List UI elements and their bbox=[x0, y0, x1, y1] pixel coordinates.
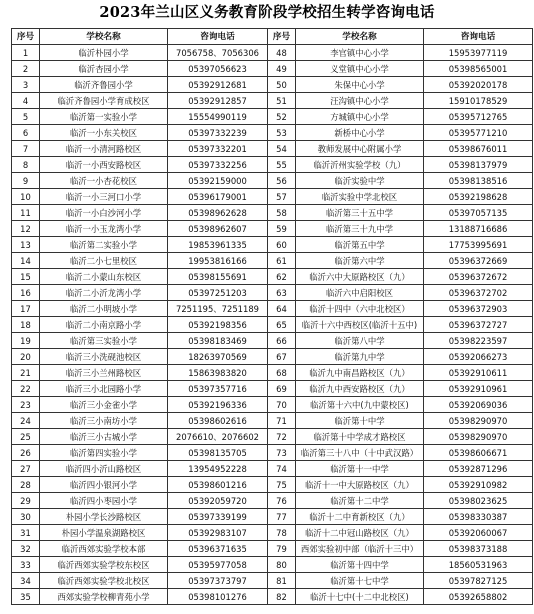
phone-cell: 05395712765 bbox=[424, 109, 533, 125]
school-name-cell: 临沂第十二中学 bbox=[296, 493, 424, 509]
phone-cell: 05392912681 bbox=[168, 77, 268, 93]
index-cell: 72 bbox=[268, 429, 296, 445]
index-cell: 12 bbox=[12, 221, 40, 237]
phone-cell: 05397251203 bbox=[168, 285, 268, 301]
phone-cell: 05392020178 bbox=[424, 77, 533, 93]
phone-cell: 05396372903 bbox=[424, 301, 533, 317]
index-cell: 80 bbox=[268, 557, 296, 573]
phone-cell: 05397332201 bbox=[168, 141, 268, 157]
phone-cell: 19953816166 bbox=[168, 253, 268, 269]
phone-cell: 05392658802 bbox=[424, 589, 533, 605]
school-name-cell: 新桥中心小学 bbox=[296, 125, 424, 141]
school-name-cell: 临沂第三十八中（十中武汉路） bbox=[296, 445, 424, 461]
school-name-cell: 临沂第一实验小学 bbox=[40, 109, 168, 125]
phone-cell: 05398135705 bbox=[168, 445, 268, 461]
school-name-cell: 临沂九中南昌路校区（九） bbox=[296, 365, 424, 381]
table-row bbox=[12, 77, 533, 93]
school-name-cell: 临沂四小银河小学 bbox=[40, 477, 168, 493]
phone-cell: 05398183469 bbox=[168, 333, 268, 349]
index-cell: 60 bbox=[268, 237, 296, 253]
index-cell: 29 bbox=[12, 493, 40, 509]
school-name-cell: 临沂一小三河口小学 bbox=[40, 189, 168, 205]
phone-cell: 05392910982 bbox=[424, 477, 533, 493]
index-cell: 15 bbox=[12, 269, 40, 285]
table-header-row bbox=[12, 29, 533, 45]
school-name-cell: 义堂镇中心小学 bbox=[296, 61, 424, 77]
school-name-cell: 临沂第三十九中学 bbox=[296, 221, 424, 237]
phone-cell: 17753995691 bbox=[424, 237, 533, 253]
school-name-cell: 临沂十二中育新校区（九） bbox=[296, 509, 424, 525]
table-row bbox=[12, 477, 533, 493]
phone-cell: 05392910961 bbox=[424, 381, 533, 397]
school-name-cell: 朴园小学长沙路校区 bbox=[40, 509, 168, 525]
school-name-cell: 临沂十七中(十二中北校区) bbox=[296, 589, 424, 605]
phone-cell: 05395977058 bbox=[168, 557, 268, 573]
index-cell: 78 bbox=[268, 525, 296, 541]
table-row bbox=[12, 541, 533, 557]
table-row bbox=[12, 525, 533, 541]
phone-cell: 05392060067 bbox=[424, 525, 533, 541]
school-name-cell: 临沂三小金雀小学 bbox=[40, 397, 168, 413]
phone-cell: 7056758、7056306 bbox=[168, 45, 268, 61]
school-name-cell: 临沂第十中学成才路校区 bbox=[296, 429, 424, 445]
header-index: 序号 bbox=[12, 29, 40, 45]
phone-cell: 05398676011 bbox=[424, 141, 533, 157]
index-cell: 23 bbox=[12, 397, 40, 413]
table-row bbox=[12, 557, 533, 573]
school-name-cell: 临沂三小南坊小学 bbox=[40, 413, 168, 429]
table-row bbox=[12, 429, 533, 445]
school-name-cell: 临沂三小古城小学 bbox=[40, 429, 168, 445]
school-name-cell: 临沂西郊实验学校本部 bbox=[40, 541, 168, 557]
phone-cell: 18560531963 bbox=[424, 557, 533, 573]
table-row bbox=[12, 493, 533, 509]
table-row bbox=[12, 157, 533, 173]
phone-cell: 05392198628 bbox=[424, 189, 533, 205]
page-title: 2023年兰山区义务教育阶段学校招生转学咨询电话 bbox=[99, 4, 435, 21]
index-cell: 69 bbox=[268, 381, 296, 397]
index-cell: 1 bbox=[12, 45, 40, 61]
school-name-cell: 临沂一小玉龙湾小学 bbox=[40, 221, 168, 237]
index-cell: 77 bbox=[268, 509, 296, 525]
phone-cell: 05392059720 bbox=[168, 493, 268, 509]
table-row bbox=[12, 397, 533, 413]
index-cell: 51 bbox=[268, 93, 296, 109]
table-row bbox=[12, 189, 533, 205]
school-name-cell: 临沂实验中学北校区 bbox=[296, 189, 424, 205]
table-row bbox=[12, 237, 533, 253]
school-name-cell: 西郊实验学校柳青苑小学 bbox=[40, 589, 168, 605]
school-name-cell: 临沂一小西安路校区 bbox=[40, 157, 168, 173]
index-cell: 11 bbox=[12, 205, 40, 221]
table-row bbox=[12, 125, 533, 141]
school-name-cell: 临沂第三实验小学 bbox=[40, 333, 168, 349]
table-row bbox=[12, 317, 533, 333]
phone-cell: 05392983107 bbox=[168, 525, 268, 541]
index-cell: 27 bbox=[12, 461, 40, 477]
phone-cell: 05398155691 bbox=[168, 269, 268, 285]
index-cell: 19 bbox=[12, 333, 40, 349]
phone-cell: 05392196336 bbox=[168, 397, 268, 413]
school-name-cell: 临沂第四实验小学 bbox=[40, 445, 168, 461]
index-cell: 33 bbox=[12, 557, 40, 573]
phone-cell: 05398602616 bbox=[168, 413, 268, 429]
index-cell: 14 bbox=[12, 253, 40, 269]
phone-cell: 05397332239 bbox=[168, 125, 268, 141]
index-cell: 18 bbox=[12, 317, 40, 333]
school-name-cell: 临沂十一中大原路校区（九） bbox=[296, 477, 424, 493]
index-cell: 2 bbox=[12, 61, 40, 77]
table-row bbox=[12, 381, 533, 397]
phone-cell: 05392910611 bbox=[424, 365, 533, 381]
table-row bbox=[12, 285, 533, 301]
index-cell: 62 bbox=[268, 269, 296, 285]
school-name-cell: 临沂沂州实验学校（九） bbox=[296, 157, 424, 173]
index-cell: 25 bbox=[12, 429, 40, 445]
phone-cell: 05398601216 bbox=[168, 477, 268, 493]
school-name-cell: 临沂齐鲁园小学育成校区 bbox=[40, 93, 168, 109]
school-name-cell: 汪沟镇中心小学 bbox=[296, 93, 424, 109]
phone-cell: 05397373797 bbox=[168, 573, 268, 589]
school-name-cell: 临沂二小明坡小学 bbox=[40, 301, 168, 317]
school-name-cell: 临沂二小沂龙湾小学 bbox=[40, 285, 168, 301]
index-cell: 32 bbox=[12, 541, 40, 557]
phone-cell: 05392912857 bbox=[168, 93, 268, 109]
index-cell: 82 bbox=[268, 589, 296, 605]
school-name-cell: 临沂十二中冠山路校区（九） bbox=[296, 525, 424, 541]
school-name-cell: 临沂十四中（六中北校区） bbox=[296, 301, 424, 317]
index-cell: 68 bbox=[268, 365, 296, 381]
school-name-cell: 临沂第九中学 bbox=[296, 349, 424, 365]
phone-cell: 05395771210 bbox=[424, 125, 533, 141]
index-cell: 22 bbox=[12, 381, 40, 397]
table-row bbox=[12, 221, 533, 237]
school-name-cell: 临沂三小北园路小学 bbox=[40, 381, 168, 397]
school-name-cell: 朱保中心小学 bbox=[296, 77, 424, 93]
school-name-cell: 李官镇中心小学 bbox=[296, 45, 424, 61]
school-name-cell: 临沂齐鲁园小学 bbox=[40, 77, 168, 93]
school-name-cell: 临沂一小东关校区 bbox=[40, 125, 168, 141]
school-name-cell: 临沂朴园小学 bbox=[40, 45, 168, 61]
phone-cell: 13188716686 bbox=[424, 221, 533, 237]
index-cell: 7 bbox=[12, 141, 40, 157]
phone-cell: 05396371635 bbox=[168, 541, 268, 557]
header-phone: 咨询电话 bbox=[424, 29, 533, 45]
phone-cell: 05397057135 bbox=[424, 205, 533, 221]
table-row bbox=[12, 269, 533, 285]
phone-cell: 15910178529 bbox=[424, 93, 533, 109]
school-name-cell: 临沂四小沂山路校区 bbox=[40, 461, 168, 477]
header-school-name: 学校名称 bbox=[40, 29, 168, 45]
phone-cell: 2076610、2076602 bbox=[168, 429, 268, 445]
table-row bbox=[12, 413, 533, 429]
index-cell: 54 bbox=[268, 141, 296, 157]
table-row bbox=[12, 461, 533, 477]
school-name-cell: 临沂第十六中(九中蒙校区) bbox=[296, 397, 424, 413]
school-name-cell: 临沂第五中学 bbox=[296, 237, 424, 253]
index-cell: 49 bbox=[268, 61, 296, 77]
phone-cell: 05398565001 bbox=[424, 61, 533, 77]
index-cell: 67 bbox=[268, 349, 296, 365]
index-cell: 76 bbox=[268, 493, 296, 509]
phone-cell: 05392159000 bbox=[168, 173, 268, 189]
school-name-cell: 临沂第二实验小学 bbox=[40, 237, 168, 253]
school-name-cell: 临沂第八中学 bbox=[296, 333, 424, 349]
index-cell: 6 bbox=[12, 125, 40, 141]
school-name-cell: 临沂第十七中学 bbox=[296, 573, 424, 589]
phone-cell: 05392198356 bbox=[168, 317, 268, 333]
index-cell: 24 bbox=[12, 413, 40, 429]
phone-cell: 05398137979 bbox=[424, 157, 533, 173]
phone-cell: 15953977119 bbox=[424, 45, 533, 61]
index-cell: 20 bbox=[12, 349, 40, 365]
index-cell: 9 bbox=[12, 173, 40, 189]
phone-cell: 18263970569 bbox=[168, 349, 268, 365]
table-row bbox=[12, 61, 533, 77]
phone-cell: 05398290970 bbox=[424, 429, 533, 445]
table-row bbox=[12, 365, 533, 381]
school-name-cell: 临沂三小洗砚池校区 bbox=[40, 349, 168, 365]
phone-cell: 05398223597 bbox=[424, 333, 533, 349]
index-cell: 56 bbox=[268, 173, 296, 189]
phone-cell: 05398606671 bbox=[424, 445, 533, 461]
index-cell: 65 bbox=[268, 317, 296, 333]
index-cell: 71 bbox=[268, 413, 296, 429]
table-row bbox=[12, 173, 533, 189]
table-row bbox=[12, 509, 533, 525]
index-cell: 57 bbox=[268, 189, 296, 205]
school-name-cell: 临沂第十中学 bbox=[296, 413, 424, 429]
phone-cell: 05397827125 bbox=[424, 573, 533, 589]
phone-cell: 05396372702 bbox=[424, 285, 533, 301]
phone-cell: 05398962628 bbox=[168, 205, 268, 221]
index-cell: 31 bbox=[12, 525, 40, 541]
phone-cell: 05392871296 bbox=[424, 461, 533, 477]
header-phone: 咨询电话 bbox=[168, 29, 268, 45]
index-cell: 5 bbox=[12, 109, 40, 125]
school-name-cell: 教师发展中心附属小学 bbox=[296, 141, 424, 157]
phone-cell: 05398023625 bbox=[424, 493, 533, 509]
school-name-cell: 临沂二小七里校区 bbox=[40, 253, 168, 269]
school-name-cell: 临沂第十一中学 bbox=[296, 461, 424, 477]
index-cell: 81 bbox=[268, 573, 296, 589]
index-cell: 53 bbox=[268, 125, 296, 141]
phone-cell: 05397332256 bbox=[168, 157, 268, 173]
school-name-cell: 临沂一小清河路校区 bbox=[40, 141, 168, 157]
phone-cell: 13954952228 bbox=[168, 461, 268, 477]
table-row bbox=[12, 93, 533, 109]
school-name-cell: 临沂西郊实验学校北校区 bbox=[40, 573, 168, 589]
index-cell: 3 bbox=[12, 77, 40, 93]
table-row bbox=[12, 349, 533, 365]
index-cell: 66 bbox=[268, 333, 296, 349]
index-cell: 13 bbox=[12, 237, 40, 253]
table-row bbox=[12, 45, 533, 61]
index-cell: 17 bbox=[12, 301, 40, 317]
table-row bbox=[12, 573, 533, 589]
index-cell: 28 bbox=[12, 477, 40, 493]
school-name-cell: 临沂第三十五中学 bbox=[296, 205, 424, 221]
school-name-cell: 西郊实验初中部（临沂十三中） bbox=[296, 541, 424, 557]
table-row bbox=[12, 445, 533, 461]
phone-cell: 05396179001 bbox=[168, 189, 268, 205]
table-row bbox=[12, 301, 533, 317]
index-cell: 4 bbox=[12, 93, 40, 109]
phone-cell: 05396372727 bbox=[424, 317, 533, 333]
phone-cell: 7251195、7251189 bbox=[168, 301, 268, 317]
table-row bbox=[12, 253, 533, 269]
index-cell: 35 bbox=[12, 589, 40, 605]
phone-cell: 05398138516 bbox=[424, 173, 533, 189]
school-name-cell: 临沂二小蒙山东校区 bbox=[40, 269, 168, 285]
header-school-name: 学校名称 bbox=[296, 29, 424, 45]
index-cell: 26 bbox=[12, 445, 40, 461]
school-name-cell: 临沂九中西安路校区（九） bbox=[296, 381, 424, 397]
index-cell: 75 bbox=[268, 477, 296, 493]
table-row bbox=[12, 205, 533, 221]
index-cell: 8 bbox=[12, 157, 40, 173]
school-name-cell: 朴园小学温泉湖路校区 bbox=[40, 525, 168, 541]
phone-cell: 05398101276 bbox=[168, 589, 268, 605]
phone-cell: 05398373188 bbox=[424, 541, 533, 557]
phone-cell: 15554990119 bbox=[168, 109, 268, 125]
index-cell: 58 bbox=[268, 205, 296, 221]
phone-cell: 05398330387 bbox=[424, 509, 533, 525]
phone-cell: 19853961335 bbox=[168, 237, 268, 253]
index-cell: 73 bbox=[268, 445, 296, 461]
phone-cell: 05392066273 bbox=[424, 349, 533, 365]
phone-cell: 05398962607 bbox=[168, 221, 268, 237]
table-row bbox=[12, 589, 533, 605]
school-name-cell: 临沂四小枣园小学 bbox=[40, 493, 168, 509]
phone-cell: 05397339199 bbox=[168, 509, 268, 525]
table-row bbox=[12, 141, 533, 157]
index-cell: 34 bbox=[12, 573, 40, 589]
school-name-cell: 临沂西郊实验学校东校区 bbox=[40, 557, 168, 573]
index-cell: 48 bbox=[268, 45, 296, 61]
index-cell: 30 bbox=[12, 509, 40, 525]
school-name-cell: 临沂三小兰州路校区 bbox=[40, 365, 168, 381]
table-body bbox=[12, 45, 533, 605]
phone-cell: 05397056623 bbox=[168, 61, 268, 77]
phone-cell: 05398290970 bbox=[424, 413, 533, 429]
contact-table bbox=[11, 28, 533, 605]
school-name-cell: 临沂六中启阳校区 bbox=[296, 285, 424, 301]
index-cell: 50 bbox=[268, 77, 296, 93]
index-cell: 79 bbox=[268, 541, 296, 557]
table-row bbox=[12, 109, 533, 125]
index-cell: 21 bbox=[12, 365, 40, 381]
school-name-cell: 临沂一小白沙河小学 bbox=[40, 205, 168, 221]
phone-cell: 05396372672 bbox=[424, 269, 533, 285]
school-name-cell: 临沂第六中学 bbox=[296, 253, 424, 269]
index-cell: 16 bbox=[12, 285, 40, 301]
header-index: 序号 bbox=[268, 29, 296, 45]
index-cell: 10 bbox=[12, 189, 40, 205]
phone-cell: 05397357716 bbox=[168, 381, 268, 397]
school-name-cell: 临沂杏园小学 bbox=[40, 61, 168, 77]
index-cell: 70 bbox=[268, 397, 296, 413]
index-cell: 63 bbox=[268, 285, 296, 301]
school-name-cell: 临沂六中大原路校区（九） bbox=[296, 269, 424, 285]
phone-cell: 05396372669 bbox=[424, 253, 533, 269]
phone-cell: 05392069036 bbox=[424, 397, 533, 413]
index-cell: 52 bbox=[268, 109, 296, 125]
school-name-cell: 临沂实验中学 bbox=[296, 173, 424, 189]
index-cell: 61 bbox=[268, 253, 296, 269]
table-row bbox=[12, 333, 533, 349]
index-cell: 74 bbox=[268, 461, 296, 477]
school-name-cell: 临沂十六中西校区(临沂十五中) bbox=[296, 317, 424, 333]
index-cell: 55 bbox=[268, 157, 296, 173]
school-name-cell: 方城镇中心小学 bbox=[296, 109, 424, 125]
index-cell: 64 bbox=[268, 301, 296, 317]
school-name-cell: 临沂第十四中学 bbox=[296, 557, 424, 573]
index-cell: 59 bbox=[268, 221, 296, 237]
school-name-cell: 临沂二小南京路小学 bbox=[40, 317, 168, 333]
phone-cell: 15863983820 bbox=[168, 365, 268, 381]
school-name-cell: 临沂一小杏花校区 bbox=[40, 173, 168, 189]
